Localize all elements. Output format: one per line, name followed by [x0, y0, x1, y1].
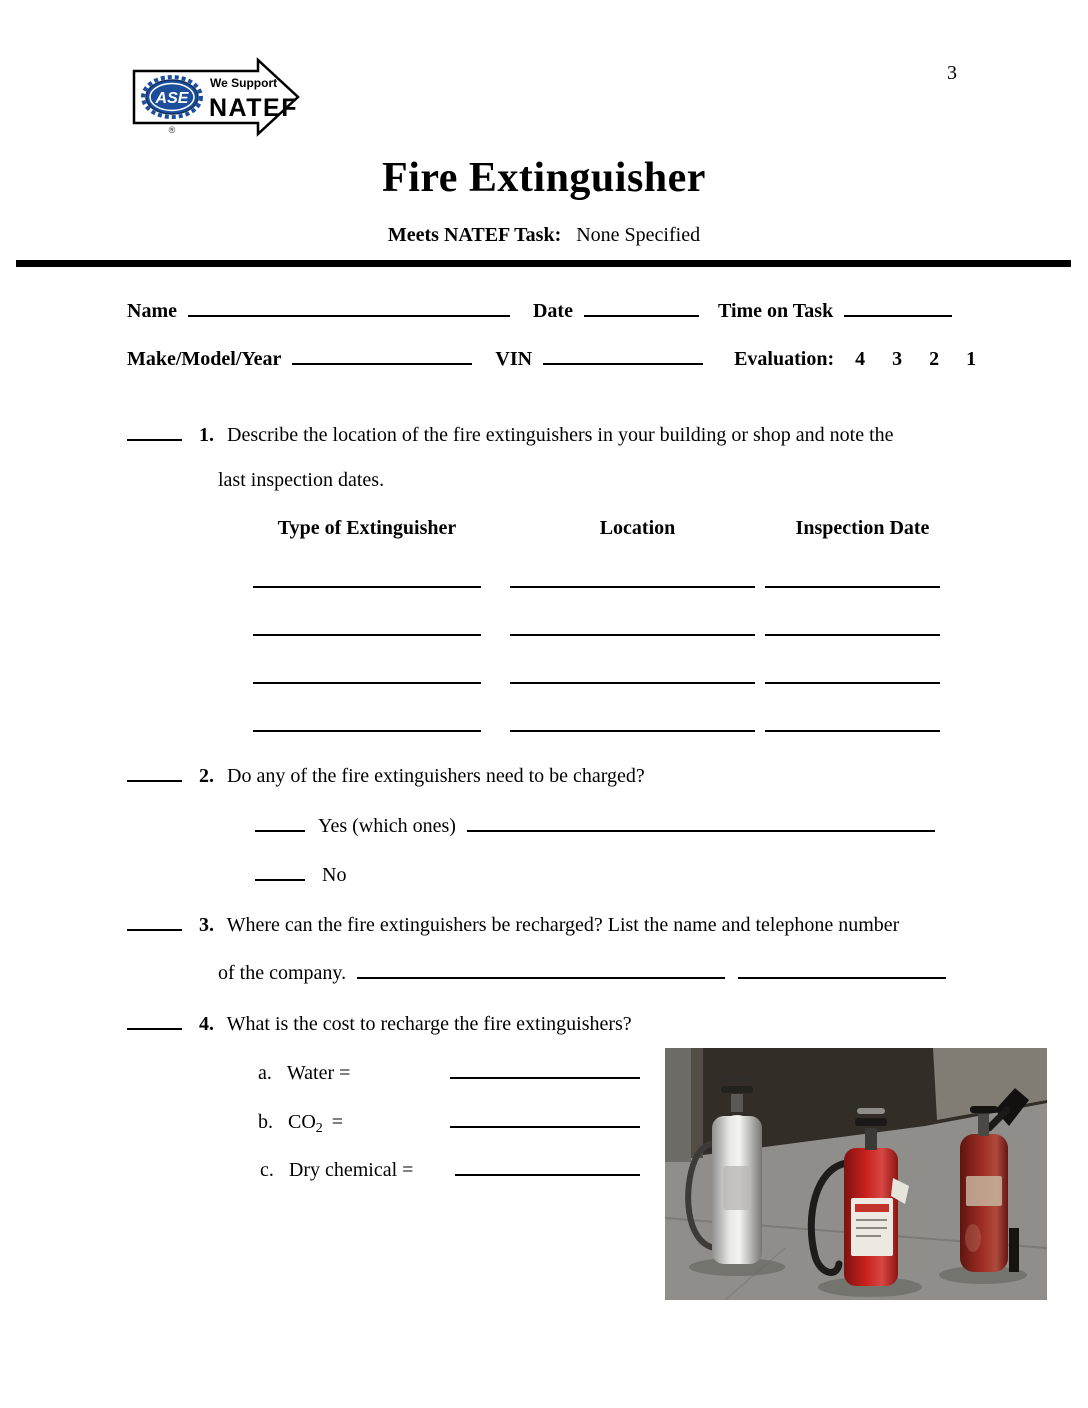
fire-extinguishers-photo — [665, 1048, 1047, 1300]
location-entry-line — [510, 634, 755, 636]
q2-no-check-line — [255, 861, 305, 881]
q3-score-line — [127, 911, 182, 931]
q4-item-dry-chemical-label — [260, 1159, 455, 1182]
name-label: Name — [127, 300, 177, 322]
column-header-location: Location — [599, 517, 676, 539]
table-blank-row — [253, 588, 950, 636]
table-blank-row — [253, 684, 950, 732]
q4-text: What is the cost to recharge the fire extinguishers? — [226, 1013, 632, 1035]
make-model-year-field-line — [292, 345, 472, 365]
photo-door-frame — [665, 1048, 691, 1162]
q4-water-answer-line — [450, 1059, 640, 1079]
natef-logo-graphic — [131, 56, 303, 140]
type-entry-line — [253, 682, 481, 684]
q4-item-co2-label — [258, 1111, 450, 1137]
q1-text-line-1: Describe the location of the fire extinguishers in your building or shop and note the — [227, 424, 894, 446]
type-entry-line — [253, 586, 481, 588]
q2-score-line — [127, 762, 182, 782]
q2-yes-row — [255, 812, 935, 838]
natef-logo — [131, 56, 303, 146]
location-entry-line — [510, 586, 755, 588]
evaluation-label: Evaluation: — [734, 348, 835, 370]
question-1-line-2 — [218, 469, 384, 492]
name-field-line — [188, 297, 510, 317]
page-number: 3 — [947, 62, 957, 84]
q1-score-line — [127, 421, 182, 441]
q4-item-c-text: Dry chemical = — [288, 1159, 414, 1181]
natef-task-value: None Specified — [576, 224, 701, 246]
header-divider — [16, 260, 1071, 267]
q4-item-b-text: CO — [288, 1111, 316, 1133]
q3-answer-line-1 — [357, 959, 725, 979]
date-field-line — [584, 297, 699, 317]
q2-number: 2. — [199, 765, 214, 787]
evaluation-value-1: 1 — [966, 348, 977, 370]
question-1-line-1 — [127, 421, 894, 447]
q4-co2-answer-line — [450, 1108, 640, 1128]
column-header-inspection-date: Inspection Date — [795, 517, 930, 539]
q4-number: 4. — [199, 1013, 214, 1035]
we-support-text: We Support — [210, 76, 278, 90]
evaluation-value-4: 4 — [855, 348, 866, 370]
inspection-date-entry-line — [765, 634, 940, 636]
extinguisher-table-header — [253, 517, 950, 540]
q4-item-b-letter: b. — [258, 1111, 273, 1133]
q4-item-a-text: Water = — [286, 1062, 351, 1084]
q4-item-a-letter: a. — [258, 1062, 272, 1084]
document-title: Fire Extinguisher — [382, 155, 706, 201]
make-model-year-label: Make/Model/Year — [127, 348, 282, 370]
time-on-task-label: Time on Task — [717, 300, 834, 322]
q2-yes-label: Yes (which ones) — [318, 815, 456, 837]
q4-score-line — [127, 1010, 182, 1030]
evaluation-value-3: 3 — [892, 348, 903, 370]
extinguisher-table — [253, 517, 950, 732]
q4-item-c-letter: c. — [260, 1159, 274, 1181]
question-4 — [127, 1010, 632, 1036]
q2-yes-answer-line — [467, 812, 935, 832]
date-label: Date — [532, 300, 573, 322]
type-entry-line — [253, 634, 481, 636]
q4-item-water-label — [258, 1062, 450, 1085]
registered-mark: ® — [168, 125, 176, 135]
question-3-line-2 — [218, 959, 946, 985]
q2-yes-check-line — [255, 812, 305, 832]
inspection-date-entry-line — [765, 586, 940, 588]
column-header-type: Type of Extinguisher — [277, 517, 457, 539]
header-row-2 — [127, 345, 976, 371]
header-row-1 — [127, 297, 952, 323]
location-entry-line — [510, 682, 755, 684]
q4-co2-subscript: 2 — [315, 1121, 323, 1136]
natef-task-line — [0, 224, 1088, 247]
q2-no-row — [255, 861, 346, 887]
inspection-date-entry-line — [765, 682, 940, 684]
vin-field-line — [543, 345, 703, 365]
q3-text-line-1: Where can the fire extinguishers be recharged? List the name and telephone number — [226, 914, 900, 936]
q4-dry-chemical-answer-line — [455, 1156, 640, 1176]
q4-item-dry-chemical — [260, 1156, 640, 1182]
type-entry-line — [253, 730, 481, 732]
q2-text: Do any of the fire extinguishers need to be charged? — [227, 765, 645, 787]
evaluation-value-2: 2 — [929, 348, 940, 370]
table-blank-row — [253, 636, 950, 684]
inspection-date-entry-line — [765, 730, 940, 732]
q4-item-co2 — [258, 1108, 640, 1137]
location-entry-line — [510, 730, 755, 732]
q3-answer-line-2 — [738, 959, 946, 979]
time-on-task-field-line — [844, 297, 952, 317]
q1-number: 1. — [199, 424, 214, 446]
natef-task-label: Meets NATEF Task: — [387, 224, 562, 246]
q3-text-line-2: of the company. — [218, 962, 347, 984]
vin-label: VIN — [495, 348, 533, 370]
table-blank-row — [253, 540, 950, 588]
q1-text-line-2: last inspection dates. — [218, 469, 385, 491]
question-3-line-1 — [127, 911, 899, 937]
question-2 — [127, 762, 645, 788]
q2-no-label: No — [322, 864, 347, 886]
natef-text: NATEF — [209, 94, 298, 122]
ase-text: ASE — [155, 90, 189, 107]
photo-door-frame-shadow — [691, 1048, 703, 1158]
q3-number: 3. — [199, 914, 214, 936]
q4-item-b-equals: = — [331, 1111, 344, 1133]
q4-item-water — [258, 1059, 640, 1085]
